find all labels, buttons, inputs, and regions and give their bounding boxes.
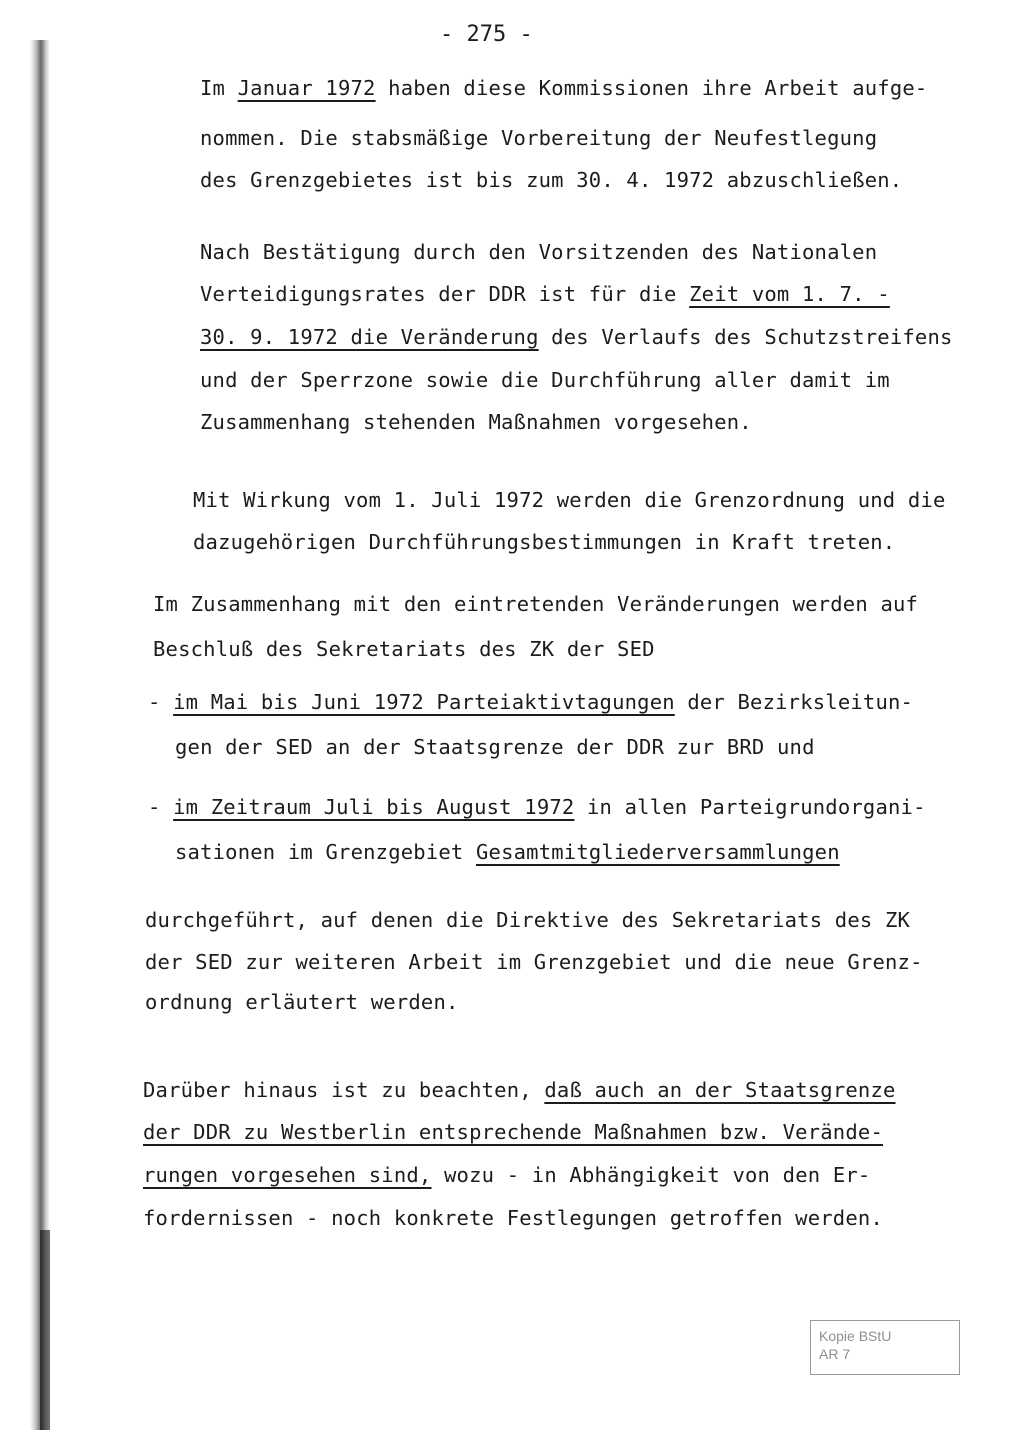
p2-line3: 30. 9. 1972 die Veränderung des Verlaufs des Schutzstreifens: [200, 325, 953, 349]
p5-line2: der SED zur weiteren Arbeit im Grenzgebiet und die neue Grenz-: [145, 950, 923, 974]
bullet1-line2: gen der SED an der Staatsgrenze der DDR zur BRD und: [175, 735, 815, 759]
p6-line1: Darüber hinaus ist zu beachten, daß auch an der Staatsgrenze: [143, 1078, 896, 1102]
scan-edge-dark: [40, 1230, 50, 1430]
p5-line3: ordnung erläutert werden.: [145, 990, 459, 1014]
p2-line4: und der Sperrzone sowie die Durchführung aller damit im: [200, 368, 890, 392]
p4-line2: Beschluß des Sekretariats des ZK der SED: [153, 637, 655, 661]
p1-line1: Im Januar 1972 haben diese Kommissionen ihre Arbeit aufge-: [200, 76, 928, 100]
p6-line4: fordernissen - noch konkrete Festlegungen getroffen werden.: [143, 1206, 883, 1230]
stamp-line1: Kopie BStU: [819, 1328, 892, 1344]
stamp-line2: AR 7: [819, 1346, 851, 1362]
p1-line2: nommen. Die stabsmäßige Vorbereitung der Neufestlegung: [200, 126, 878, 150]
p5-line1: durchgeführt, auf denen die Direktive des Sekretariats des ZK: [145, 908, 911, 932]
p6-line2: der DDR zu Westberlin entsprechende Maßnahmen bzw. Verände-: [143, 1120, 883, 1144]
bullet2-line2: sationen im Grenzgebiet Gesamtmitgliederversammlungen: [175, 840, 840, 864]
page-number: - 275 -: [440, 22, 533, 47]
scan-edge-shadow: [30, 40, 50, 1430]
p2-line2: Verteidigungsrates der DDR ist für die Zeit vom 1. 7. -: [200, 282, 890, 306]
p6-line3: rungen vorgesehen sind, wozu - in Abhängigkeit von den Er-: [143, 1163, 871, 1187]
p3-line2: dazugehörigen Durchführungsbestimmungen in Kraft treten.: [193, 530, 896, 554]
p3-line1: Mit Wirkung vom 1. Juli 1972 werden die Grenzordnung und die: [193, 488, 946, 512]
bullet1-line1: - im Mai bis Juni 1972 Parteiaktivtagungen der Bezirksleitun-: [148, 690, 914, 714]
p2-line5: Zusammenhang stehenden Maßnahmen vorgesehen.: [200, 410, 752, 434]
p1-line3: des Grenzgebietes ist bis zum 30. 4. 1972 abzuschließen.: [200, 168, 903, 192]
archive-stamp: [810, 1320, 960, 1375]
bullet2-line1: - im Zeitraum Juli bis August 1972 in allen Parteigrundorgani-: [148, 795, 926, 819]
p2-line1: Nach Bestätigung durch den Vorsitzenden des Nationalen: [200, 240, 878, 264]
p4-line1: Im Zusammenhang mit den eintretenden Veränderungen werden auf: [153, 592, 919, 616]
